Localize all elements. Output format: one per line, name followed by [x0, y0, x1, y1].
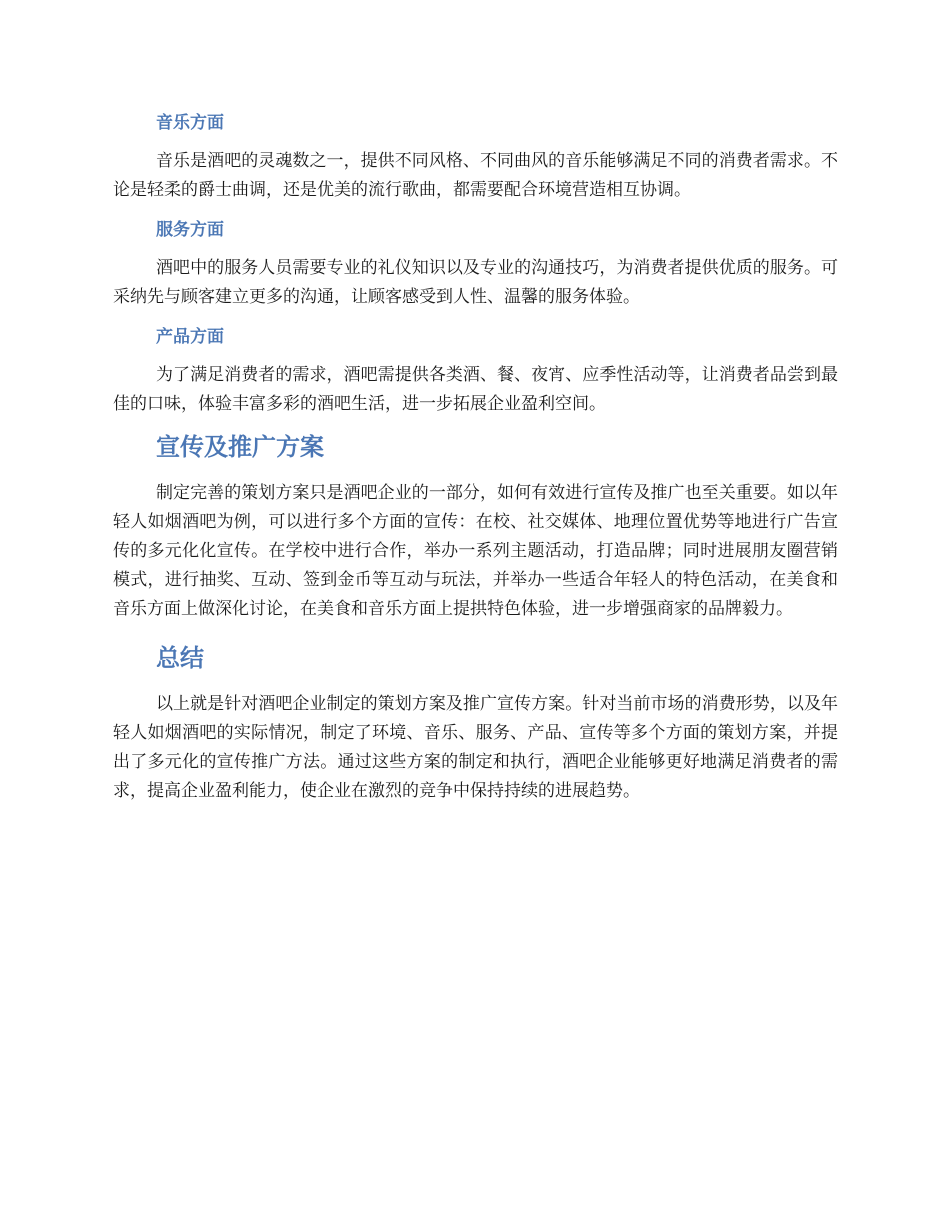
section-body-product: 为了满足消费者的需求，酒吧需提供各类酒、餐、夜宵、应季性活动等，让消费者品尝到最佳的口味，体验丰富多彩的酒吧生活，进一步拓展企业盈利空间。: [113, 365, 838, 414]
section-heading-promotion: 宣传及推广方案: [156, 433, 324, 461]
section-heading-product: 产品方面: [156, 327, 224, 347]
section-body-service: 酒吧中的服务人员需要专业的礼仪知识以及专业的沟通技巧，为消费者提供优质的服务。可采纳先与顾客建立更多的沟通，让顾客感受到人性、温馨的服务体验。: [113, 258, 838, 307]
section-body-summary: 以上就是针对酒吧企业制定的策划方案及推广宣传方案。针对当前市场的消费形势，以及年轻人如烟酒吧的实际情况，制定了环境、音乐、服务、产品、宣传等多个方面的策划方案，并提出了多元化的宣传推广方法。通过这些方案的制定和执行，酒吧企业能够更好地满足消费者的需求，提高企业盈利能力，使企业在激烈的竞争中保持持续的进展趋势。: [113, 694, 838, 801]
section-body-music: 音乐是酒吧的灵魂数之一，提供不同风格、不同曲风的音乐能够满足不同的消费者需求。不论是轻柔的爵士曲调，还是优美的流行歌曲，都需要配合环境营造相互协调。: [113, 151, 838, 200]
document-content: [113, 108, 838, 806]
section-heading-summary: 总结: [156, 644, 204, 672]
section-heading-service: 服务方面: [156, 220, 224, 240]
section-heading-music: 音乐方面: [156, 113, 224, 133]
section-body-promotion: 制定完善的策划方案只是酒吧企业的一部分，如何有效进行宣传及推广也至关重要。如以年轻人如烟酒吧为例，可以进行多个方面的宣传：在校、社交媒体、地理位置优势等地进行广告宣传的多元化化宣传。在学校中进行合作，举办一系列主题活动，打造品牌；同时进展朋友圈营销模式，进行抽奖、互动、签到金币等互动与玩法，并举办一些适合年轻人的特色活动，在美食和音乐方面上做深化讨论，在美食和音乐方面上提拱特色体验，进一步增强商家的品牌毅力。: [113, 483, 838, 619]
